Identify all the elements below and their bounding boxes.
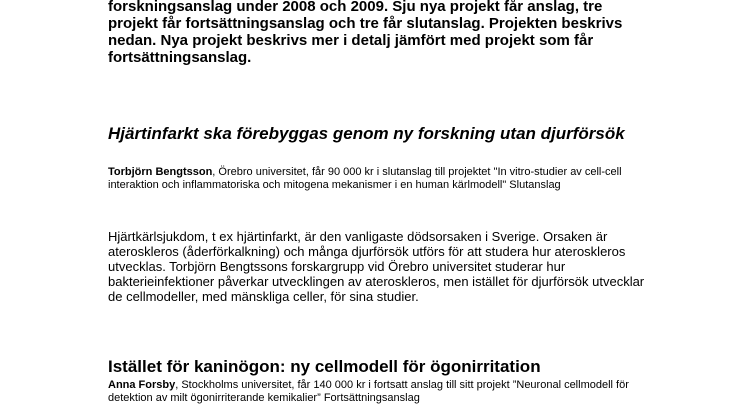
- section-byline-forsby: [108, 379, 648, 404]
- byline-details: , Örebro universitet, får 90 000 kr i slutanslag till projektet "In vitro-studier av cell-cell interaktion och inflammatoriska och mitogena mekanismer i en human kärlmodell" Slutanslag: [108, 166, 622, 191]
- author-name: Torbjörn Bengtsson: [108, 166, 213, 178]
- section-byline-bengtsson: [108, 166, 648, 191]
- section-title-heart-attack: Hjärtinfarkt ska förebyggas genom ny forskning utan djurförsök: [108, 124, 625, 143]
- intro-paragraph: forskningsanslag under 2008 och 2009. Sju nya projekt får anslag, tre projekt får fortsättningsanslag och tre får slutanslag. Projekten beskrivs nedan. Nya projekt beskrivs mer i detalj jämfört med projekt som får fortsättningsanslag.: [108, 0, 623, 66]
- byline-details: , Stockholms universitet, får 140 000 kr i fortsatt anslag till sitt projekt ”Neuronal cellmodell för detektion av milt ögonirriterande kemikalier” Fortsättningsanslag: [108, 379, 629, 404]
- author-name: Anna Forsby: [108, 379, 176, 391]
- section-body-heart-attack: Hjärtkärlsjukdom, t ex hjärtinfarkt, är den vanligaste dödsorsaken i Sverige. Orsaken är ateroskleros (åderförkalkning) och många djurförsök utförs för att studera hur ateroskleros utvecklas. Torbjörn Bengtssons forskargrupp vid Örebro universitet studerar hur bakterieinfektioner påverkar utvecklingen av ateroskleros, men istället för djurförsök utvecklar de cellmodeller, med mänskliga celler, för sina studier.: [108, 229, 645, 304]
- section-title-eye-irritation: Istället för kaninögon: ny cellmodell för ögonirritation: [108, 357, 541, 376]
